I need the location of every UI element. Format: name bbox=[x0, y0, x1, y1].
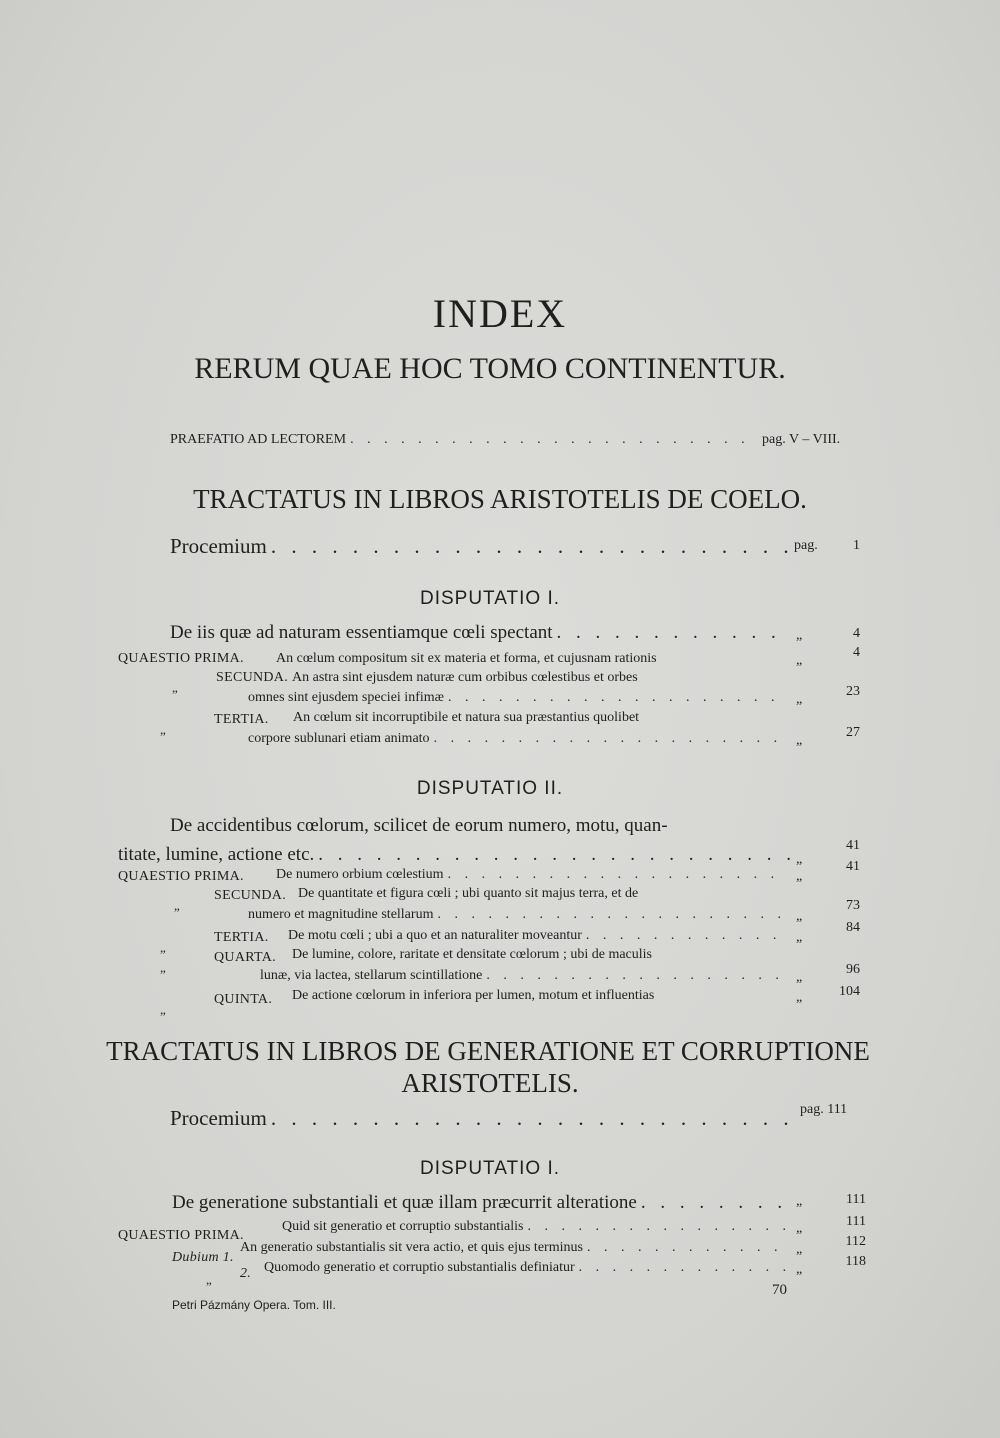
ditto-mark: „ bbox=[796, 852, 803, 867]
ditto-mark: „ bbox=[796, 653, 803, 668]
dubium-1-line bbox=[240, 1240, 788, 1256]
signature-mark: 70 bbox=[772, 1282, 787, 1298]
tractatus-1-heading: TRACTATUS IN LIBROS ARISTOTELIS DE COELO. bbox=[193, 484, 807, 514]
quaestio-prima-label: QUAESTIO PRIMA. bbox=[118, 1228, 244, 1243]
q3-label: TERTIA. bbox=[214, 712, 269, 727]
d2-q4-page: 96 bbox=[846, 962, 860, 977]
dubium-1-page: 112 bbox=[845, 1234, 866, 1249]
leader-dots bbox=[575, 1260, 788, 1276]
disputatio-2-1-heading: DISPUTATIO I. bbox=[419, 1158, 561, 1179]
d2-q4-text-2: lunæ, via lactea, stellarum scintillatione bbox=[260, 968, 483, 983]
leader-dots bbox=[444, 867, 788, 883]
d2-q4-text-1: De lumine, colore, raritate et densitate cœlorum ; ubi de maculis bbox=[292, 947, 652, 962]
leader-dots bbox=[346, 432, 758, 448]
d2-q3-line bbox=[288, 928, 788, 944]
leader-dots bbox=[267, 534, 790, 559]
tractatus-2-heading-2: ARISTOTELIS. bbox=[401, 1068, 579, 1098]
d2-q3-page: 84 bbox=[846, 920, 860, 935]
d2-q2-text-2: numero et magnitudine stellarum bbox=[248, 907, 434, 922]
procemium-1-page: 1 bbox=[853, 538, 860, 553]
footer-imprint: Petri Pázmány Opera. Tom. III. bbox=[172, 1298, 336, 1312]
d2-q5-label: QUINTA. bbox=[214, 992, 273, 1007]
q1-page: 4 bbox=[853, 645, 860, 660]
tractatus-2-heading-1: TRACTATUS IN LIBROS DE GENERATIONE ET CORRUPTIONE bbox=[106, 1036, 870, 1066]
disp-1-2-topic-page: 41 bbox=[846, 838, 860, 853]
disputatio-1-2-heading: DISPUTATIO II. bbox=[416, 778, 564, 799]
index-subtitle: RERUM QUAE HOC TOMO CONTINENTUR. bbox=[194, 352, 786, 385]
dubium-2-line bbox=[264, 1260, 788, 1276]
q3-text-2: corpore sublunari etiam animato bbox=[248, 731, 430, 746]
ditto-mark: „ bbox=[160, 940, 166, 955]
t2-q1-text: Quid sit generatio et corruptio substantialis bbox=[282, 1219, 524, 1234]
d2-q1-page: 41 bbox=[846, 859, 860, 874]
q2-line-2 bbox=[248, 690, 788, 706]
procemium-2-label: Procemium bbox=[170, 1106, 267, 1130]
d2-q2-page: 73 bbox=[846, 898, 860, 913]
dubium-1-text: An generatio substantialis sit vera actio, et quis ejus terminus bbox=[240, 1240, 583, 1255]
q3-text-1: An cœlum sit incorruptibile et natura sua præstantius quolibet bbox=[293, 710, 640, 725]
q2-text-2: omnes sint ejusdem speciei infimæ bbox=[248, 690, 444, 705]
q1-text: An cœlum compositum sit ex materia et forma, et cujusnam rationis bbox=[276, 651, 657, 666]
disp-2-1-topic bbox=[172, 1192, 788, 1214]
d2-q5-page: 104 bbox=[839, 984, 860, 999]
index-title: INDEX bbox=[432, 291, 568, 336]
ditto-mark: „ bbox=[796, 628, 803, 643]
leader-dots bbox=[433, 907, 788, 923]
disp-2-1-topic-page: 111 bbox=[846, 1192, 866, 1207]
ditto-mark: „ bbox=[796, 733, 803, 748]
disp-1-1-topic-text: De iis quæ ad naturam essentiamque cœli spectant bbox=[170, 622, 553, 643]
ditto-mark: „ bbox=[796, 970, 803, 985]
procemium-2-entry bbox=[170, 1106, 794, 1131]
disputatio-1-1-heading: DISPUTATIO I. bbox=[419, 588, 561, 609]
ditto-mark: „ bbox=[796, 990, 803, 1005]
procemium-2-page: pag. 111 bbox=[800, 1102, 848, 1117]
leader-dots bbox=[482, 968, 788, 984]
q2-page: 23 bbox=[846, 684, 860, 699]
d2-q1-line bbox=[276, 867, 788, 883]
procemium-1-label: Procemium bbox=[170, 534, 267, 558]
disp-1-1-topic bbox=[170, 622, 790, 644]
t2-q1-page: 111 bbox=[846, 1214, 866, 1229]
praefatio-page: pag. V – VIII. bbox=[762, 432, 841, 447]
praefatio-entry bbox=[170, 432, 758, 448]
ditto-mark: „ bbox=[174, 898, 180, 913]
leader-dots bbox=[430, 731, 788, 747]
leader-dots bbox=[637, 1192, 788, 1214]
ditto-mark: „ bbox=[160, 1002, 166, 1017]
ditto-mark: „ bbox=[796, 869, 803, 884]
leader-dots bbox=[583, 1240, 788, 1256]
d2-q5-text: De actione cœlorum in inferiora per lumen, motum et influentias bbox=[292, 988, 655, 1003]
ditto-mark: „ bbox=[796, 1221, 803, 1236]
ditto-mark: „ bbox=[796, 1194, 803, 1209]
ditto-mark: „ bbox=[796, 930, 803, 945]
quaestio-prima-label: QUAESTIO PRIMA. bbox=[118, 869, 244, 884]
procemium-1-pag: pag. bbox=[794, 538, 818, 553]
leader-dots bbox=[267, 1106, 794, 1131]
disp-2-1-topic-text: De generatione substantiali et quæ illam præcurrit alteratione bbox=[172, 1192, 637, 1213]
d2-q4-label: QUARTA. bbox=[214, 950, 276, 965]
d2-q1-text: De numero orbium cœlestium bbox=[276, 867, 444, 882]
disp-1-2-topic-line-2 bbox=[118, 844, 790, 866]
d2-q2-text-1: De quantitate et figura cœli ; ubi quanto sit majus terra, et de bbox=[298, 886, 639, 901]
q2-text-1: An astra sint ejusdem naturæ cum orbibus cœlestibus et orbes bbox=[292, 670, 638, 685]
leader-dots bbox=[582, 928, 788, 944]
disp-1-2-topic-2: titate, lumine, actione etc. bbox=[118, 844, 315, 865]
q2-label: SECUNDA. bbox=[216, 670, 289, 685]
dubium-2-text: Quomodo generatio et corruptio substantialis definiatur bbox=[264, 1260, 575, 1275]
disp-1-2-topic-1: De accidentibus cœlorum, scilicet de eorum numero, motu, quan- bbox=[170, 815, 668, 836]
leader-dots bbox=[444, 690, 788, 706]
dubium-2-page: 118 bbox=[845, 1254, 866, 1269]
leader-dots bbox=[553, 622, 790, 644]
disp-1-1-topic-page: 4 bbox=[853, 626, 860, 641]
leader-dots bbox=[314, 844, 790, 866]
dubium-1-label: Dubium 1. bbox=[172, 1250, 234, 1265]
praefatio-label: PRAEFATIO AD LECTOREM bbox=[170, 432, 347, 447]
ditto-mark: „ bbox=[796, 1242, 803, 1257]
d2-q3-text: De motu cœli ; ubi a quo et an naturaliter moveantur bbox=[288, 928, 582, 943]
d2-q4-line-2 bbox=[260, 968, 788, 984]
dubium-2-label: 2. bbox=[240, 1266, 252, 1281]
q3-page: 27 bbox=[846, 725, 860, 740]
d2-q2-label: SECUNDA. bbox=[214, 888, 287, 903]
procemium-1-entry bbox=[170, 534, 790, 559]
ditto-mark: „ bbox=[160, 722, 166, 737]
quaestio-prima-label: QUAESTIO PRIMA. bbox=[118, 651, 244, 666]
ditto-mark: „ bbox=[796, 909, 803, 924]
d2-q2-line-2 bbox=[248, 907, 788, 923]
q3-line-2 bbox=[248, 731, 788, 747]
ditto-mark: „ bbox=[796, 692, 803, 707]
t2-q1-line bbox=[282, 1219, 788, 1235]
ditto-mark: „ bbox=[172, 680, 178, 695]
ditto-mark: „ bbox=[206, 1272, 212, 1287]
ditto-mark: „ bbox=[796, 1262, 803, 1277]
leader-dots bbox=[523, 1219, 788, 1235]
d2-q3-label: TERTIA. bbox=[214, 930, 269, 945]
ditto-mark: „ bbox=[160, 960, 166, 975]
